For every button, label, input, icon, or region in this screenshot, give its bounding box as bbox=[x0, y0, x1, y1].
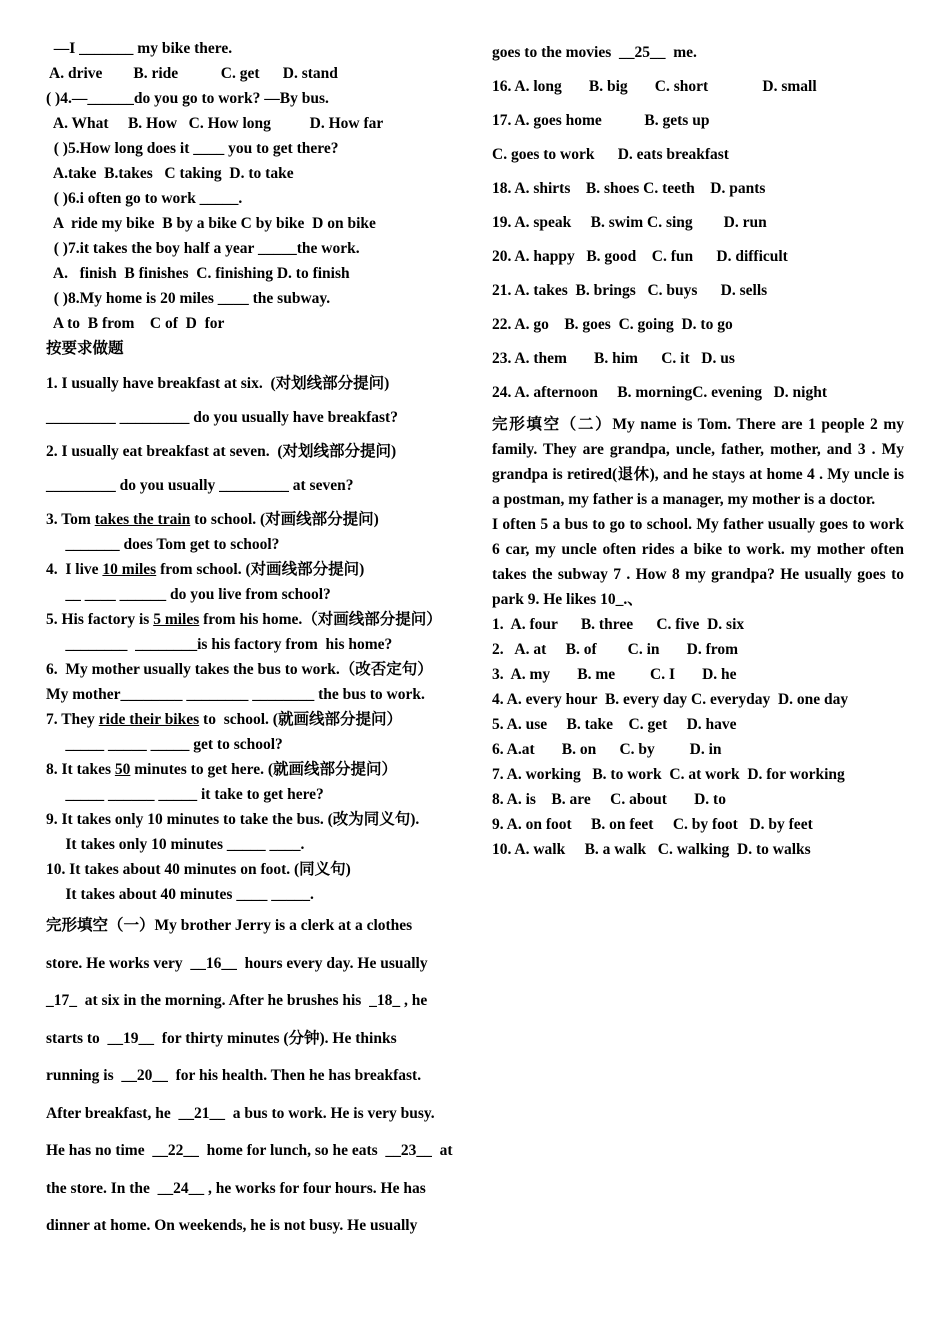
line: 2. I usually eat breakfast at seven. (对划线部分提问) bbox=[46, 443, 397, 460]
cloze-passage-one bbox=[46, 907, 458, 1245]
line: 2. A. at B. of C. in D. from bbox=[492, 641, 738, 658]
line: 22. A. go B. goes C. going D. to go bbox=[492, 316, 733, 333]
line: 9. A. on foot B. on feet C. by foot D. by feet bbox=[492, 816, 813, 833]
line: store. He works very __16__ hours every day. He usually bbox=[46, 954, 428, 972]
line: 9. It takes only 10 minutes to take the bus. (改为同义句). bbox=[46, 811, 420, 828]
line: goes to the movies __25__ me. bbox=[492, 44, 697, 61]
text: to school. (就画线部分提问） bbox=[199, 711, 402, 728]
line: starts to __19__ for thirty minutes (分钟). He thinks bbox=[46, 1029, 397, 1047]
line: __ ____ ______ do you live from school? bbox=[46, 586, 331, 603]
line: ( )6.i often go to work _____. bbox=[46, 190, 243, 207]
text: 8. It takes bbox=[46, 761, 115, 778]
line: 完形填空（一）My brother Jerry is a clerk at a clothes bbox=[46, 917, 413, 934]
right-column bbox=[492, 36, 904, 862]
line: It takes only 10 minutes _____ ____. bbox=[46, 836, 305, 853]
underlined-text: takes the train bbox=[94, 511, 191, 528]
line: 16. A. long B. big C. short D. small bbox=[492, 78, 817, 95]
rewrite-exercises bbox=[46, 367, 458, 907]
line: A. finish B finishes C. finishing D. to finish bbox=[46, 265, 350, 282]
question-5 bbox=[46, 607, 458, 632]
line: ( )4.—______do you go to work? —By bus. bbox=[46, 90, 329, 107]
line: 23. A. them B. him C. it D. us bbox=[492, 350, 735, 367]
cloze-two-options bbox=[492, 612, 904, 862]
question-3 bbox=[46, 507, 458, 532]
line: 10. It takes about 40 minutes on foot. (同义句) bbox=[46, 861, 351, 878]
question-6: 6. My mother usually takes the bus to work.（改否定句） bbox=[46, 661, 433, 678]
text: from school. (对画线部分提问) bbox=[156, 561, 365, 578]
line: My mother________ ________ ________ the bus to work. bbox=[46, 686, 425, 703]
exercise-lines bbox=[46, 36, 458, 361]
section-heading: 按要求做题 bbox=[46, 340, 124, 357]
line: —I _______ my bike there. bbox=[46, 40, 233, 57]
line: A. What B. How C. How long D. How far bbox=[46, 115, 384, 132]
line: 24. A. afternoon B. morningC. evening D. night bbox=[492, 384, 827, 401]
line: _______ does Tom get to school? bbox=[46, 536, 280, 553]
line: 17. A. goes home B. gets up bbox=[492, 112, 710, 129]
line: 4. A. every hour B. every day C. everyday D. one day bbox=[492, 691, 849, 708]
line: He has no time __22__ home for lunch, so he eats __23__ at bbox=[46, 1142, 453, 1159]
line: 8. A. is B. are C. about D. to bbox=[492, 791, 726, 808]
text: minutes to get here. (就画线部分提问） bbox=[130, 761, 398, 778]
cloze-passage-two bbox=[492, 412, 904, 612]
line: 1. A. four B. three C. five D. six bbox=[492, 616, 745, 633]
line: 7. A. working B. to work C. at work D. for working bbox=[492, 766, 845, 783]
line: A.take B.takes C taking D. to take bbox=[46, 165, 294, 182]
line: _________ do you usually _________ at seven? bbox=[46, 477, 354, 494]
line: 3. A. my B. me C. I D. he bbox=[492, 666, 737, 683]
line: 21. A. takes B. brings C. buys D. sells bbox=[492, 282, 768, 299]
line: _____ _____ _____ get to school? bbox=[46, 736, 283, 753]
line: 1. I usually have breakfast at six. (对划线部分提问) bbox=[46, 375, 390, 392]
question-7 bbox=[46, 707, 458, 732]
line: It takes about 40 minutes ____ _____. bbox=[46, 886, 314, 903]
line: ( )5.How long does it ____ you to get there? bbox=[46, 140, 339, 157]
text: to school. (对画线部分提问) bbox=[190, 511, 379, 528]
text: 7. They bbox=[46, 711, 99, 728]
line: ( )7.it takes the boy half a year _____the work. bbox=[46, 240, 360, 257]
line: A. drive B. ride C. get D. stand bbox=[46, 65, 338, 82]
line: ( )8.My home is 20 miles ____ the subway. bbox=[46, 290, 331, 307]
line: 6. A.at B. on C. by D. in bbox=[492, 741, 722, 758]
line: _________ _________ do you usually have breakfast? bbox=[46, 409, 398, 426]
line: A ride my bike B by a bike C by bike D on bike bbox=[46, 215, 376, 232]
text: from his home.（对画线部分提问） bbox=[199, 611, 442, 628]
paragraph: 完形填空（二）My name is Tom. There are 1 people 2 my family. They are grandpa, uncle, father, mother, and 3 . My grandpa is retired(退休), and he stays at home 4 . My uncle is a postman, my father is a manager, my mother is a doctor. bbox=[492, 416, 904, 508]
line: 10. A. walk B. a walk C. walking D. to walks bbox=[492, 841, 811, 858]
line: 18. A. shirts B. shoes C. teeth D. pants bbox=[492, 180, 766, 197]
line: the store. In the __24__ , he works for four hours. He has bbox=[46, 1179, 426, 1197]
text: 5. His factory is bbox=[46, 611, 154, 628]
line: ________ ________is his factory from his home? bbox=[46, 636, 393, 653]
line: _____ ______ _____ it take to get here? bbox=[46, 786, 324, 803]
line: dinner at home. On weekends, he is not busy. He usually bbox=[46, 1217, 418, 1234]
line: 19. A. speak B. swim C. sing D. run bbox=[492, 214, 767, 231]
underlined-text: 10 miles bbox=[102, 561, 157, 578]
line: After breakfast, he __21__ a bus to work. He is very busy. bbox=[46, 1104, 435, 1122]
left-column bbox=[46, 36, 458, 1245]
line: 20. A. happy B. good C. fun D. difficult bbox=[492, 248, 788, 265]
paragraph: I often 5 a bus to go to school. My father usually goes to work 6 car, my uncle often rides a bike to work. my mother often takes the subway 7 . How 8 my grandpa? He usually goes to park 9. He likes 10_.、 bbox=[492, 516, 904, 608]
cloze-one-options bbox=[492, 36, 904, 410]
underlined-text: 50 bbox=[114, 761, 131, 778]
line: C. goes to work D. eats breakfast bbox=[492, 146, 729, 163]
line: A to B from C of D for bbox=[46, 315, 225, 332]
line: running is __20__ for his health. Then he has breakfast. bbox=[46, 1067, 422, 1084]
question-8 bbox=[46, 757, 458, 782]
line: 5. A. use B. take C. get D. have bbox=[492, 716, 737, 733]
question-4 bbox=[46, 557, 458, 582]
underlined-text: ride their bikes bbox=[98, 711, 200, 728]
text: 4. I live bbox=[46, 561, 103, 578]
text: 3. Tom bbox=[46, 511, 95, 528]
line: _17_ at six in the morning. After he brushes his _18_ , he bbox=[46, 992, 428, 1009]
underlined-text: 5 miles bbox=[153, 611, 200, 628]
